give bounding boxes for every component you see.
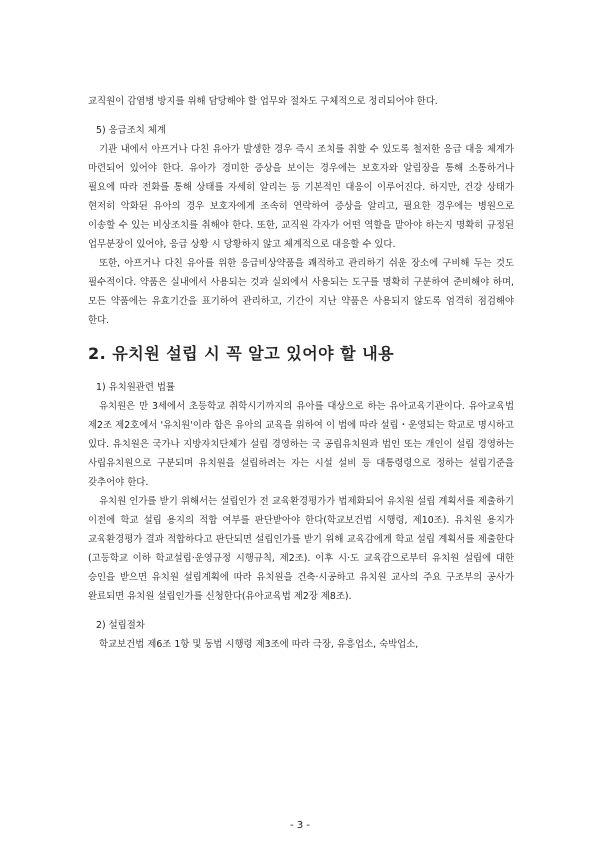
paragraph: 유치원은 만 3세에서 초등학교 취학시기까지의 유아를 대상으로 하는 유아교육기관이다. 유아교육법 제2조 제2호에서 '유치원'이라 함은 유아의 교육을 위하여 이 법에 따라 설립・운영되는 학교로 명시하고 있다. 유치원은 국가나 지방자치단체가 설립 경영하는 국 공립유치원과 법인 또는 개인이 설립 경영하는 사립유치원으로 구분되며 유치원을 설립하려는 자는 시설 설비 등 대통령령으로 정하는 설립기준을 갖추어야 한다.	[88, 401, 514, 488]
page-number: - 3 -	[290, 820, 310, 831]
paragraph: 유치원 인가를 받기 위해서는 설립인가 전 교육환경평가가 법제화되어 유치원 설립 계획서를 제출하기 이전에 학교 설립 용지의 적합 여부를 판단받아야 한다(학교보건법 시행령, 제10조). 유치원 용지가 교육환경평가 결과 적합하다고 판단되면 설립인가를 받기 위해 교육감에게 학교 설립 계획서를 제출한다(고등학교 이하 학교설립·운영규정 시행규칙, 제2조). 이후 시·도 교육감으로부터 유치원 설립에 대한 승인을 받으면 유치원 설립계획에 따라 유치원을 건축·시공하고 유치원 교사의 주요 구조부의 공사가 완료되면 유치원 설립인가를 신청한다(유아교육법 제2장 제8조).	[88, 496, 514, 602]
section-heading-procedure: 2) 설립절차	[96, 620, 145, 631]
page-content	[88, 92, 514, 654]
paragraph: 기관 내에서 아프거나 다친 유아가 발생한 경우 즉시 조치를 취할 수 있도록 철저한 응급 대응 체계가 마련되어 있어야 한다. 유아가 경미한 증상을 보이는 경우에는 보호자와 알림장을 통해 소통하거나 필요에 따라 전화를 통해 상태를 자세히 알리는 등 기본적인 대응이 이루어진다. 하지만, 건강 상태가 현저히 악화된 유아의 경우 보호자에게 조속히 연락하여 증상을 알리고, 필요한 경우에는 병원으로 이송할 수 있는 비상조치를 취해야 한다. 또한, 교직원 각자가 어떤 역할을 맡아야 하는지 명확히 규정된 업무분장이 있어야, 응급 상황 시 당황하지 않고 체계적으로 대응할 수 있다.	[88, 144, 514, 250]
paragraph: 학교보건법 제6조 1항 및 동법 시행령 제3조에 따라 극장, 유흥업소, 숙박업소,	[99, 639, 419, 650]
section-heading-emergency: 5) 응급조치 체계	[96, 125, 166, 136]
section-heading-laws: 1) 유치원관련 법률	[96, 382, 175, 393]
chapter-title: 2. 유치원 설립 시 꼭 알고 있어야 할 내용	[88, 344, 395, 363]
intro-paragraph: 교직원이 감염병 방지를 위해 담당해야 할 업무와 절차도 구체적으로 정리되어야 한다.	[88, 96, 438, 107]
paragraph: 또한, 아프거나 다친 유아를 위한 응급비상약품을 쾌적하고 관리하기 쉬운 장소에 구비해 두는 것도 필수적이다. 약품은 실내에서 사용되는 것과 실외에서 사용되는 도구를 명확히 구분하여 준비해야 하며, 모든 약품에는 유효기간을 표기하여 관리하고, 기간이 지난 약품은 사용되지 않도록 엄격히 점검해야 한다.	[88, 258, 514, 326]
